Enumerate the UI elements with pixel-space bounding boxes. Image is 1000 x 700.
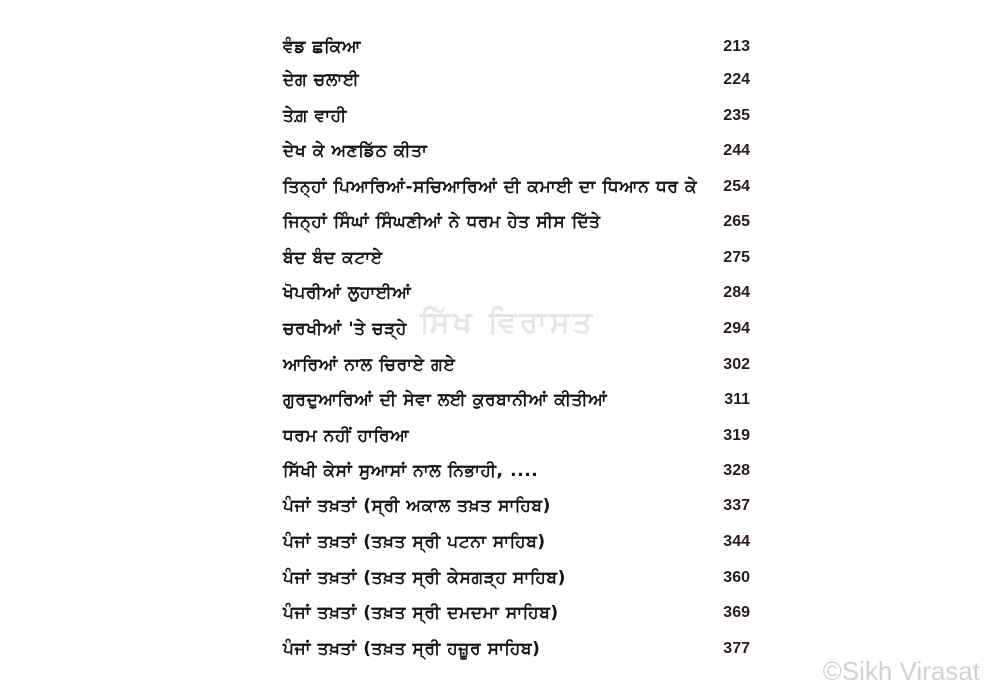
toc-entry-page-number: 369 — [723, 604, 750, 621]
toc-entry-page-number: 311 — [724, 391, 750, 408]
toc-entry-title: ਪੰਜਾਂ ਤਖ਼ਤਾਂ (ਤਖ਼ਤ ਸ੍ਰੀ ਪਟਨਾ ਸਾਹਿਬ) — [283, 532, 546, 552]
toc-entry-page-number: 377 — [723, 640, 750, 657]
toc-entry-page-number: 265 — [723, 213, 750, 230]
toc-entry-title: ਚਰਖੀਆਂ 'ਤੇ ਚੜ੍ਹੇ — [283, 319, 407, 339]
toc-entry — [0, 388, 1000, 422]
toc-entry — [0, 139, 1000, 173]
toc-entry — [0, 353, 1000, 387]
toc-entry — [0, 494, 1000, 528]
toc-entry-page-number: 254 — [723, 178, 750, 195]
toc-entry-page-number: 302 — [723, 356, 750, 373]
toc-entry-page-number: 328 — [723, 462, 750, 479]
toc-entry-page-number: 244 — [723, 142, 750, 159]
toc-entry — [0, 246, 1000, 280]
toc-entry-title: ਸਿੱਖੀ ਕੇਸਾਂ ਸੁਆਸਾਂ ਨਾਲ ਨਿਭਾਹੀ, .... — [283, 461, 539, 481]
toc-entry-title: ਆਰਿਆਂ ਨਾਲ ਚਿਰਾਏ ਗਏ — [283, 355, 456, 375]
toc-entry-title: ਤੇਗ਼ ਵਾਹੀ — [283, 106, 347, 126]
toc-entry-title: ਧਰਮ ਨਹੀਂ ਹਾਰਿਆ — [283, 426, 410, 446]
toc-entry-page-number: 213 — [723, 38, 750, 55]
toc-entry-page-number: 224 — [723, 71, 750, 88]
toc-entry-title: ਬੰਦ ਬੰਦ ਕਟਾਏ — [283, 248, 383, 268]
toc-entry — [0, 424, 1000, 458]
toc-entry-title: ਪੰਜਾਂ ਤਖ਼ਤਾਂ (ਤਖ਼ਤ ਸ੍ਰੀ ਕੇਸਗੜ੍ਹ ਸਾਹਿਬ) — [283, 568, 566, 588]
toc-entry — [0, 104, 1000, 138]
toc-entry-page-number: 360 — [723, 569, 750, 586]
toc-entry — [0, 530, 1000, 564]
toc-entry-page-number: 275 — [723, 249, 750, 266]
toc-entry-title: ਪੰਜਾਂ ਤਖ਼ਤਾਂ (ਸ੍ਰੀ ਅਕਾਲ ਤਖ਼ਤ ਸਾਹਿਬ) — [283, 496, 552, 516]
toc-entry-title: ਦੇਗ ਚਲਾਈ — [283, 70, 360, 90]
toc-entry — [0, 68, 1000, 102]
toc-entry — [0, 459, 1000, 493]
toc-entry — [0, 601, 1000, 635]
toc-entry-title: ਦੇਖ ਕੇ ਅਣਡਿੱਠ ਕੀਤਾ — [283, 141, 428, 161]
toc-entry — [0, 210, 1000, 244]
toc-entry-title: ਪੰਜਾਂ ਤਖ਼ਤਾਂ (ਤਖ਼ਤ ਸ੍ਰੀ ਹਜ਼ੂਰ ਸਾਹਿਬ) — [283, 639, 541, 659]
toc-entry-title: ਵੰਡ ਛਕਿਆ — [283, 37, 361, 57]
toc-entry-page-number: 235 — [723, 107, 750, 124]
toc-entry-page-number: 319 — [723, 427, 750, 444]
toc-entry-title: ਖੋਪਰੀਆਂ ਲੁਹਾਈਆਂ — [283, 283, 412, 303]
toc-entry — [0, 175, 1000, 209]
toc-entry-title: ਗੁਰਦੁਆਰਿਆਂ ਦੀ ਸੇਵਾ ਲਈ ਕੁਰਬਾਨੀਆਂ ਕੀਤੀਆਂ — [283, 390, 608, 410]
toc-entry-title: ਤਿਨ੍ਹਾਂ ਪਿਆਰਿਆਂ-ਸਚਿਆਰਿਆਂ ਦੀ ਕਮਾਈ ਦਾ ਧਿਆਨ ਧਰ ਕੇ — [283, 177, 698, 197]
toc-entry-page-number: 284 — [723, 284, 750, 301]
toc-entry-page-number: 337 — [723, 497, 750, 514]
toc-entry — [0, 35, 1000, 69]
toc-entry-title: ਜਿਨ੍ਹਾਂ ਸਿੰਘਾਂ ਸਿੰਘਣੀਆਂ ਨੇ ਧਰਮ ਹੇਤ ਸੀਸ ਦਿੱਤੇ — [283, 212, 601, 232]
watermark-copyright: ©Sikh Virasat — [822, 656, 980, 686]
toc-entry-page-number: 344 — [723, 533, 750, 550]
toc-entry-page-number: 294 — [723, 320, 750, 337]
toc-entry — [0, 566, 1000, 600]
toc-entry-title: ਪੰਜਾਂ ਤਖ਼ਤਾਂ (ਤਖ਼ਤ ਸ੍ਰੀ ਦਮਦਮਾ ਸਾਹਿਬ) — [283, 603, 559, 623]
watermark-center: ਸਿੱਖ ਵਿਰਾਸਤ — [420, 305, 595, 340]
